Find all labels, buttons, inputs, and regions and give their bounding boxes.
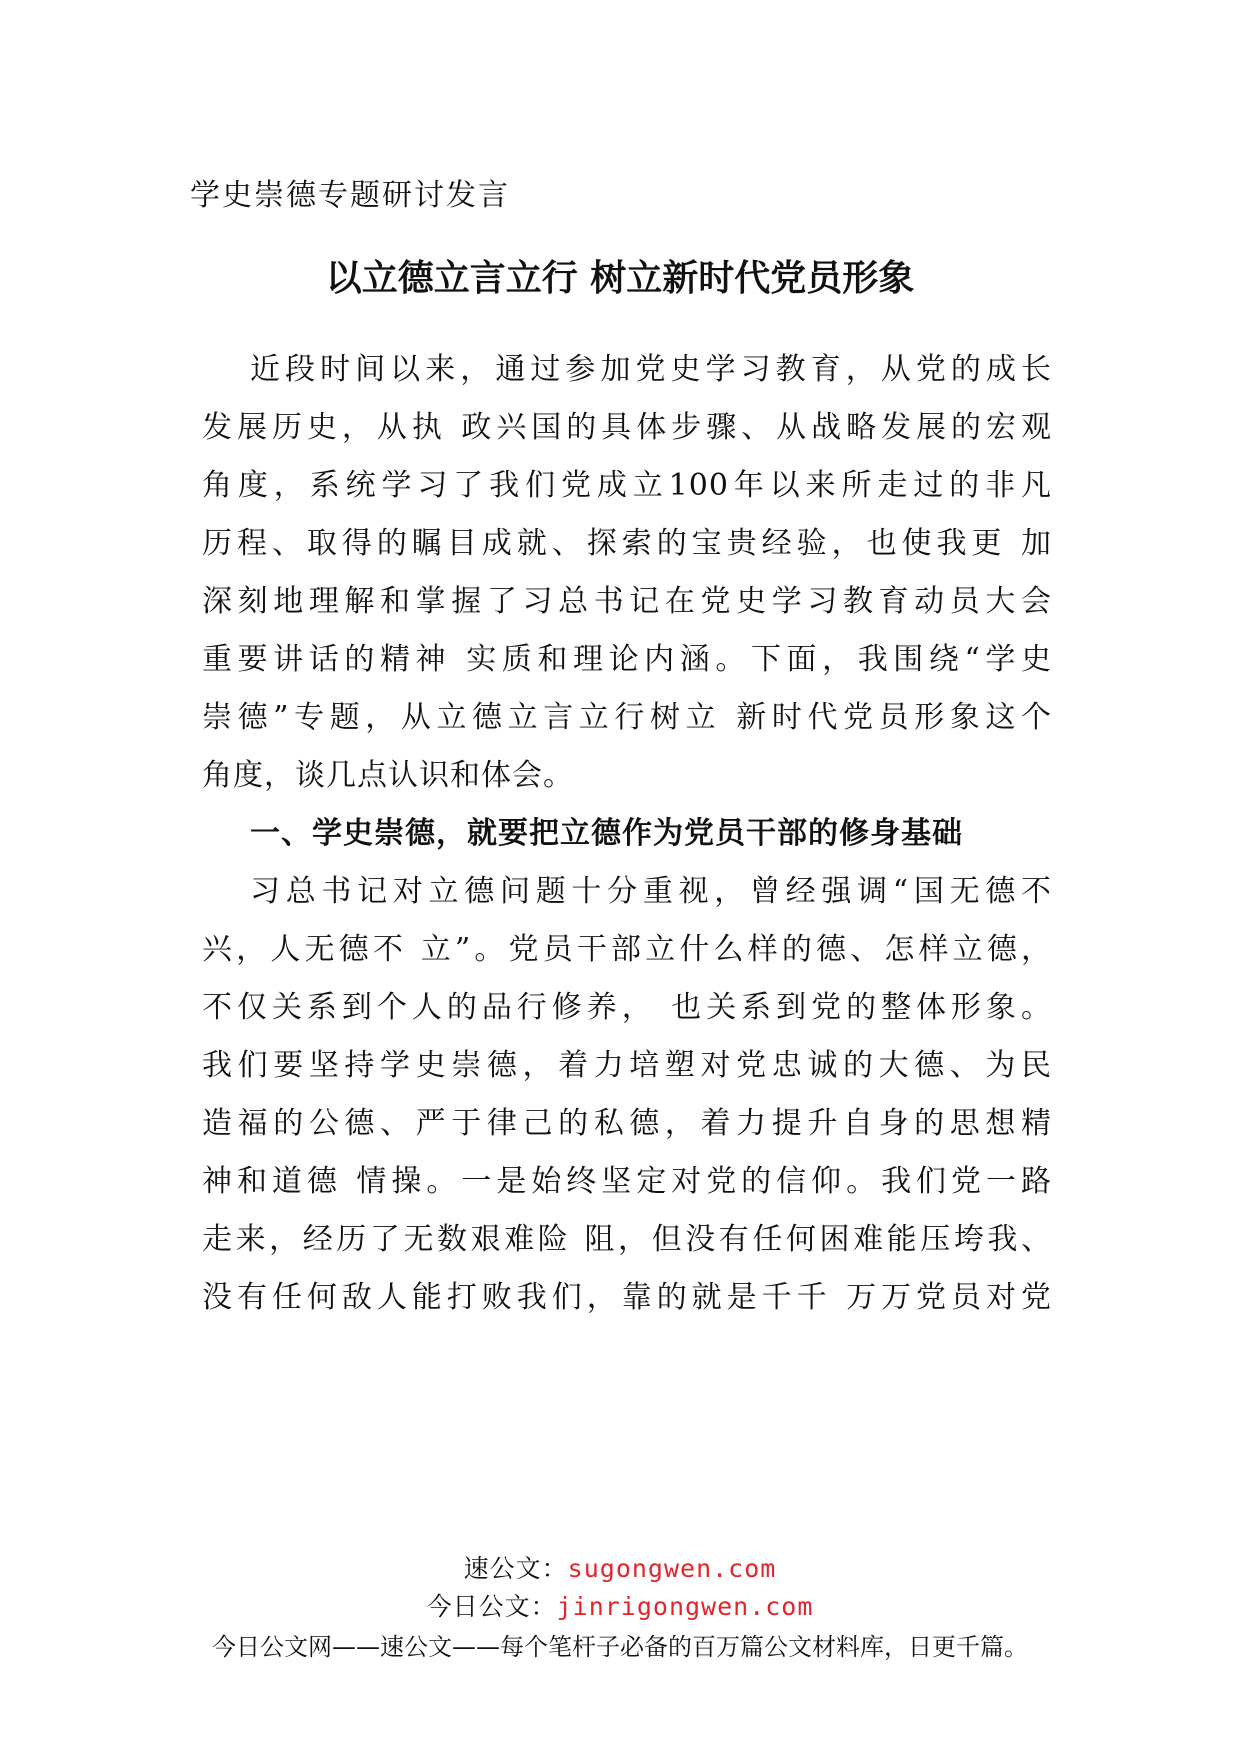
document-label: 学史崇德专题研讨发言 bbox=[190, 178, 510, 213]
section-1-heading: 一、学史崇德，就要把立德作为党员干部的修身基础 bbox=[250, 816, 963, 851]
footer-site-1-label: 速公文： bbox=[463, 1554, 568, 1583]
intro-line-8: 角度，谈几点认识和体会。 bbox=[202, 758, 574, 793]
footer-site-1 bbox=[0, 1552, 1240, 1586]
section-1-line-6: 神和道德 情操。一是始终坚定对党的信仰。我们党一路 bbox=[202, 1164, 1052, 1199]
section-1-line-3: 不仅关系到个人的品行修养， 也关系到党的整体形象。 bbox=[202, 990, 1052, 1025]
section-1-line-5: 造福的公德、严于律己的私德，着力提升自身的思想精 bbox=[202, 1106, 1052, 1141]
footer-site-2-label: 今日公文： bbox=[426, 1592, 557, 1621]
section-1-line-1: 习总书记对立德问题十分重视，曾经强调“国无德不 bbox=[250, 874, 1052, 909]
footer-site-2 bbox=[0, 1590, 1240, 1624]
section-1-line-2: 兴，人无德不 立”。党员干部立什么样的德、怎样立德， bbox=[202, 932, 1052, 967]
section-1-line-4: 我们要坚持学史崇德，着力培塑对党忠诚的大德、为民 bbox=[202, 1048, 1052, 1083]
intro-line-5: 深刻地理解和掌握了习总书记在党史学习教育动员大会 bbox=[202, 584, 1052, 619]
section-1-line-7: 走来，经历了无数艰难险 阻，但没有任何困难能压垮我、 bbox=[202, 1222, 1052, 1257]
intro-line-3: 角度，系统学习了我们党成立100年以来所走过的非凡 bbox=[202, 468, 1052, 503]
document-title: 以立德立言立行 树立新时代党员形象 bbox=[325, 257, 915, 299]
intro-line-2: 发展历史，从执 政兴国的具体步骤、从战略发展的宏观 bbox=[202, 410, 1052, 445]
intro-line-4: 历程、取得的瞩目成就、探索的宝贵经验，也使我更 加 bbox=[202, 526, 1052, 561]
footer-site-2-link[interactable]: jinrigongwen.com bbox=[556, 1592, 814, 1621]
footer-tagline: 今日公文网——速公文——每个笔杆子必备的百万篇公文材料库，日更千篇。 bbox=[212, 1633, 1028, 1661]
intro-line-1: 近段时间以来，通过参加党史学习教育，从党的成长 bbox=[250, 352, 1052, 387]
intro-line-7: 崇德”专题，从立德立言立行树立 新时代党员形象这个 bbox=[202, 700, 1052, 735]
intro-line-6: 重要讲话的精神 实质和理论内涵。下面，我围绕“学史 bbox=[202, 642, 1052, 677]
section-1-line-8: 没有任何敌人能打败我们，靠的就是千千 万万党员对党 bbox=[202, 1280, 1052, 1315]
footer-site-1-link[interactable]: sugongwen.com bbox=[567, 1554, 777, 1583]
